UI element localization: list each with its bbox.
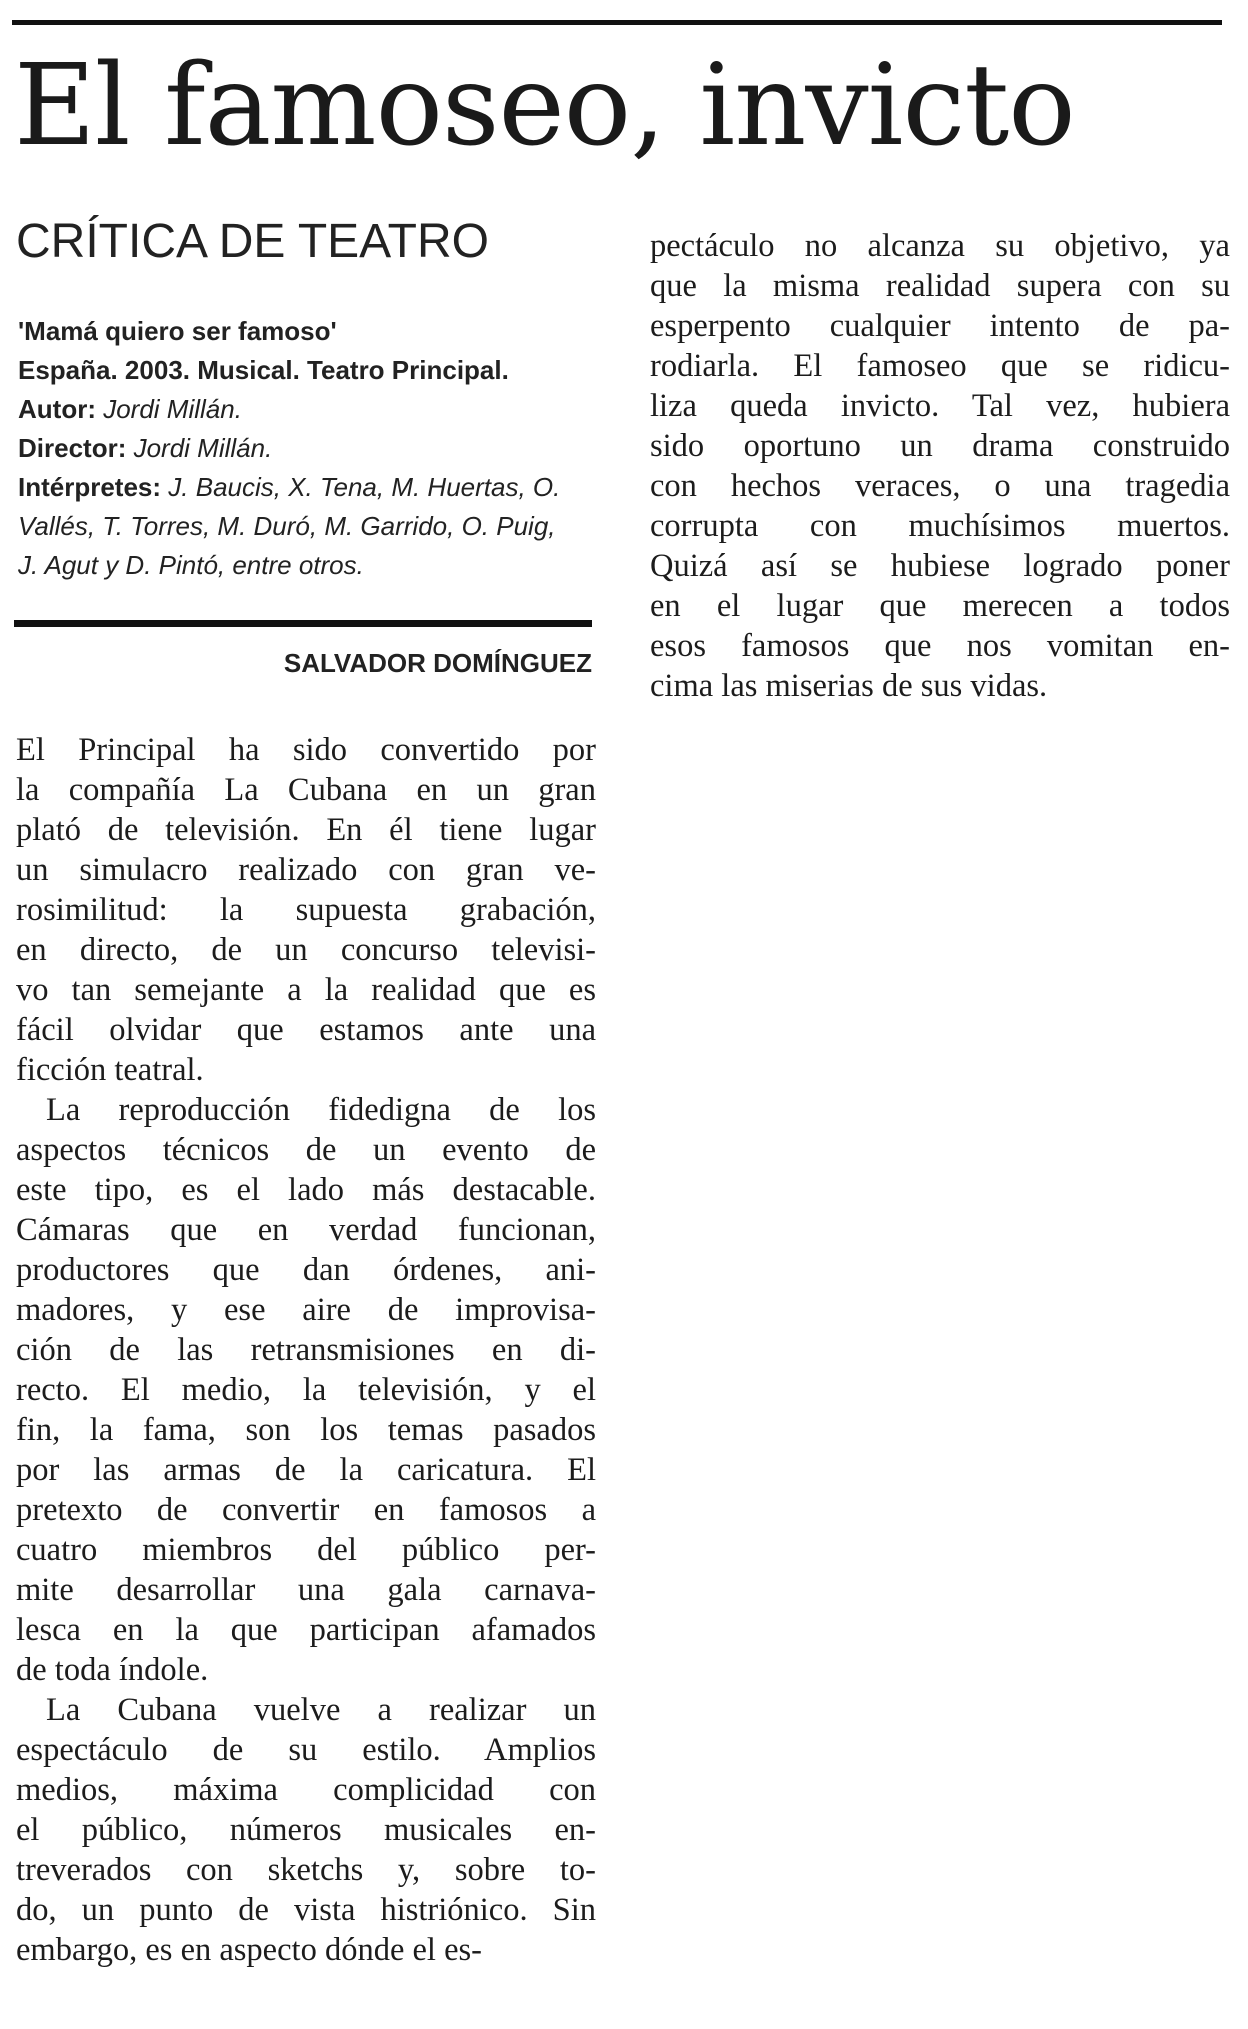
text-line: mite desarrollar una gala carnava- <box>16 1572 596 1608</box>
text-line: pectáculo no alcanza su objetivo, ya <box>650 228 1230 264</box>
text-line: cuatro miembros del público per- <box>16 1532 596 1568</box>
text-line: Cámaras que en verdad funcionan, <box>16 1212 596 1248</box>
cast-credit-line: Vallés, T. Torres, M. Duró, M. Garrido, O. Puig, <box>18 511 556 541</box>
text-line: La reproducción fidedigna de los <box>46 1092 596 1128</box>
text-line: vo tan semejante a la realidad que es <box>16 972 596 1008</box>
text-line: que la misma realidad supera con su <box>650 268 1230 304</box>
text-line: un simulacro realizado con gran ve- <box>16 852 596 888</box>
text-line: pretexto de convertir en famosos a <box>16 1492 596 1528</box>
text-line: do, un punto de vista histriónico. Sin <box>16 1892 596 1928</box>
top-rule <box>12 20 1222 25</box>
text-line: La Cubana vuelve a realizar un <box>46 1692 596 1728</box>
body-column-right <box>650 226 1230 706</box>
text-line: este tipo, es el lado más destacable. <box>16 1172 596 1208</box>
text-line: el público, números musicales en- <box>16 1812 596 1848</box>
text-line: espectáculo de su estilo. Amplios <box>16 1732 596 1768</box>
text-line: la compañía La Cubana en un gran <box>16 772 596 808</box>
text-line: ficción teatral. <box>16 1052 204 1088</box>
text-line: medios, máxima complicidad con <box>16 1772 596 1808</box>
text-line: plató de televisión. En él tiene lugar <box>16 812 596 848</box>
text-line: en el lugar que merecen a todos <box>650 588 1230 624</box>
headline: El famoseo, invicto <box>14 41 1075 171</box>
text-line: esos famosos que nos vomitan en- <box>650 628 1230 664</box>
text-line: de toda índole. <box>16 1652 209 1688</box>
text-line: treverados con sketchs y, sobre to- <box>16 1852 596 1888</box>
text-line: cima las miserias de sus vidas. <box>650 668 1048 704</box>
cast-credit-line: Intérpretes: J. Baucis, X. Tena, M. Huertas, O. <box>18 472 561 502</box>
text-line: madores, y ese aire de improvisa- <box>16 1292 596 1328</box>
text-line: ción de las retransmisiones en di- <box>16 1332 596 1368</box>
text-line: sido oportuno un drama construido <box>650 428 1230 464</box>
credits-divider <box>14 620 592 627</box>
text-line: El Principal ha sido convertido por <box>16 732 596 768</box>
text-line: fin, la fama, son los temas pasados <box>16 1412 596 1448</box>
play-info: España. 2003. Musical. Teatro Principal. <box>18 355 509 385</box>
text-line: con hechos veraces, o una tragedia <box>650 468 1230 504</box>
text-line: rosimilitud: la supuesta grabación, <box>16 892 596 928</box>
cast-credit-line: J. Agut y D. Pintó, entre otros. <box>18 550 364 580</box>
credits-box <box>18 312 598 585</box>
text-line: rodiarla. El famoseo que se ridicu- <box>650 348 1230 384</box>
play-title: 'Mamá quiero ser famoso' <box>18 316 337 346</box>
text-line: lesca en la que participan afamados <box>16 1612 596 1648</box>
text-line: en directo, de un concurso televisi- <box>16 932 596 968</box>
text-line: productores que dan órdenes, ani- <box>16 1252 596 1288</box>
text-line: esperpento cualquier intento de pa- <box>650 308 1230 344</box>
text-line: por las armas de la caricatura. El <box>16 1452 596 1488</box>
body-column-left <box>16 730 596 1970</box>
byline: SALVADOR DOMÍNGUEZ <box>283 648 592 678</box>
text-line: embargo, es en aspecto dónde el es- <box>16 1932 482 1968</box>
director-credit: Director: Jordi Millán. <box>18 433 273 463</box>
text-line: aspectos técnicos de un evento de <box>16 1132 596 1168</box>
text-line: liza queda invicto. Tal vez, hubiera <box>650 388 1230 424</box>
author-credit: Autor: Jordi Millán. <box>18 394 242 424</box>
text-line: fácil olvidar que estamos ante una <box>16 1012 596 1048</box>
text-line: recto. El medio, la televisión, y el <box>16 1372 596 1408</box>
text-line: Quizá así se hubiese logrado poner <box>650 548 1230 584</box>
section-label: CRÍTICA DE TEATRO <box>16 215 489 268</box>
text-line: corrupta con muchísimos muertos. <box>650 508 1230 544</box>
